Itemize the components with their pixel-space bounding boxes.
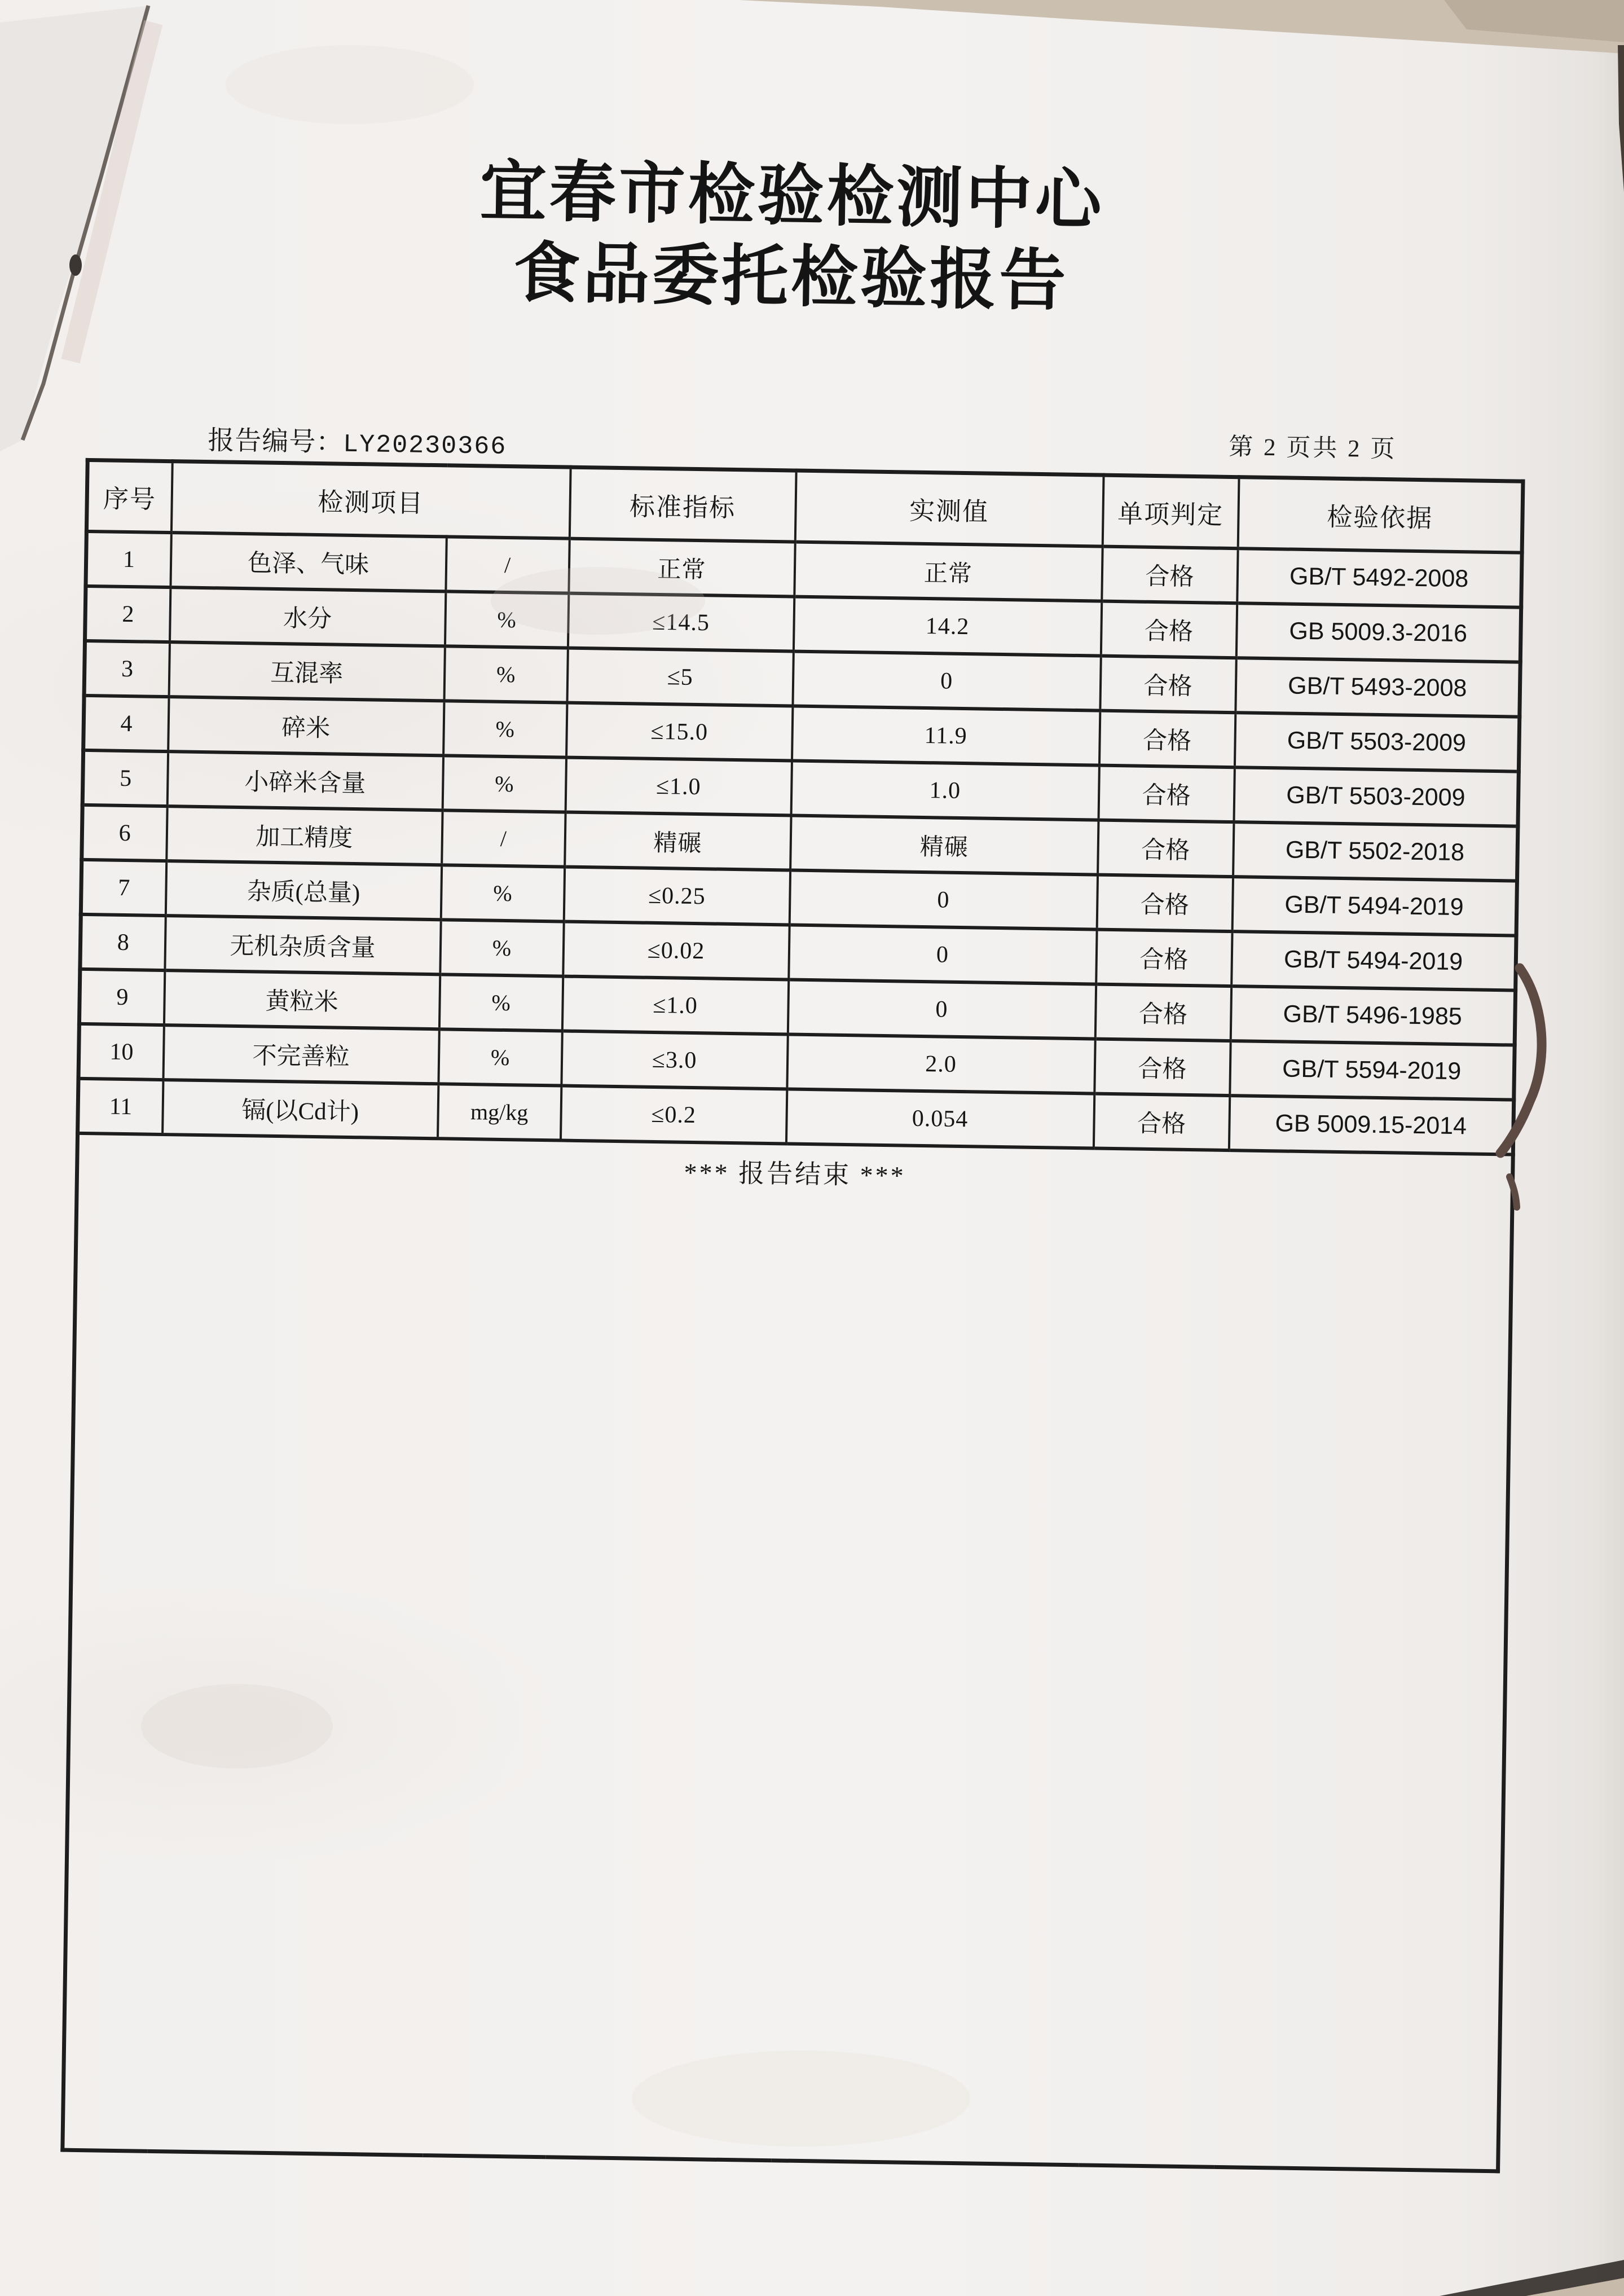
cell-index: 9 [79, 969, 164, 1025]
cell-standard: ≤14.5 [567, 593, 794, 652]
cell-judgment: 合格 [1098, 820, 1234, 877]
header-index: 序号 [86, 460, 172, 533]
cell-measured: 14.2 [793, 597, 1101, 656]
cell-item: 互混率 [169, 642, 444, 701]
cell-item: 碎米 [168, 697, 444, 755]
cell-measured: 2.0 [787, 1034, 1095, 1093]
cell-unit: % [440, 920, 564, 976]
cell-standard: ≤1.0 [565, 758, 791, 816]
header-judgment: 单项判定 [1102, 475, 1239, 548]
cell-judgment: 合格 [1096, 930, 1232, 987]
cell-unit: % [442, 755, 566, 812]
cell-item: 色泽、气味 [170, 533, 446, 591]
cell-measured: 0.054 [786, 1089, 1094, 1148]
cell-basis: GB/T 5494-2019 [1232, 877, 1517, 935]
cell-basis: GB/T 5502-2018 [1233, 822, 1518, 881]
cell-measured: 0 [793, 652, 1101, 711]
cell-judgment: 合格 [1101, 601, 1236, 658]
cell-item: 加工精度 [166, 806, 442, 865]
cell-measured: 0 [789, 870, 1097, 929]
header-item: 检测项目 [171, 461, 570, 539]
cell-standard: ≤15.0 [566, 703, 793, 761]
cell-basis: GB/T 5503-2009 [1234, 712, 1519, 771]
cell-standard: 正常 [569, 539, 795, 597]
end-note-cell [63, 1133, 1513, 2171]
header-standard: 标准指标 [569, 467, 796, 542]
cell-item: 小碎米含量 [167, 751, 443, 810]
cell-item: 无机杂质含量 [165, 916, 441, 974]
cell-judgment: 合格 [1094, 1039, 1230, 1096]
cell-standard: 精碾 [565, 812, 791, 870]
cell-judgment: 合格 [1099, 711, 1235, 768]
cell-standard: ≤0.25 [564, 867, 790, 925]
cell-index: 8 [80, 914, 165, 970]
cell-judgment: 合格 [1093, 1094, 1229, 1151]
cell-measured: 正常 [794, 542, 1102, 601]
cell-judgment: 合格 [1095, 984, 1231, 1041]
end-of-report-note: *** 报告结束 *** [684, 1158, 906, 1190]
cell-unit: % [444, 646, 567, 702]
cell-index: 11 [78, 1079, 163, 1134]
cell-unit: % [443, 701, 567, 757]
cell-judgment: 合格 [1102, 547, 1238, 604]
header-basis: 检验依据 [1238, 477, 1523, 553]
cell-basis: GB/T 5494-2019 [1231, 931, 1516, 990]
cell-item: 镉(以Cd计) [162, 1080, 438, 1138]
cell-index: 5 [82, 750, 168, 806]
cell-unit: % [444, 591, 568, 648]
cell-measured: 0 [789, 925, 1097, 984]
cell-judgment: 合格 [1098, 766, 1234, 822]
results-table [60, 458, 1525, 2174]
report-number-label: 报告编号： [207, 426, 344, 458]
cell-standard: ≤1.0 [562, 977, 788, 1035]
title-line-1: 宜春市检验检测中心 [479, 155, 1105, 238]
cell-basis: GB/T 5493-2008 [1235, 658, 1520, 716]
cell-unit: % [441, 865, 564, 921]
cell-measured: 0 [787, 979, 1095, 1039]
cell-basis: GB 5009.3-2016 [1236, 603, 1521, 662]
cell-unit: % [438, 1029, 562, 1085]
cell-index: 3 [84, 641, 169, 697]
cell-standard: ≤3.0 [561, 1031, 787, 1089]
cell-unit: / [442, 810, 565, 867]
cell-index: 6 [82, 805, 167, 861]
cell-unit: mg/kg [437, 1084, 561, 1140]
cell-index: 10 [78, 1024, 164, 1080]
cell-judgment: 合格 [1100, 656, 1236, 713]
end-note-row [63, 1133, 1513, 2171]
page-indicator: 第 2 页共 2 页 [1228, 433, 1397, 463]
cell-judgment: 合格 [1097, 875, 1233, 932]
report-number-value: LY20230366 [342, 430, 507, 461]
cell-item: 不完善粒 [163, 1025, 439, 1084]
cell-index: 1 [86, 531, 171, 587]
report-number [208, 419, 507, 461]
cell-basis: GB/T 5594-2019 [1230, 1041, 1515, 1099]
cell-standard: ≤0.2 [560, 1086, 786, 1144]
cell-basis: GB/T 5496-1985 [1230, 986, 1515, 1045]
header-measured: 实测值 [795, 470, 1103, 547]
cell-index: 4 [83, 696, 169, 751]
cell-standard: ≤0.02 [563, 922, 789, 980]
cell-unit: % [439, 974, 562, 1031]
cell-standard: ≤5 [567, 648, 793, 706]
cell-measured: 11.9 [792, 706, 1100, 766]
cell-unit: / [446, 536, 569, 593]
cell-index: 7 [81, 860, 166, 916]
cell-item: 水分 [169, 587, 445, 646]
cell-measured: 精碾 [790, 815, 1098, 874]
cell-basis: GB/T 5503-2009 [1234, 767, 1519, 826]
cell-item: 黄粒米 [164, 970, 439, 1029]
report-title [0, 144, 1605, 331]
title-line-2: 食品委托检验报告 [513, 236, 1070, 319]
cell-item: 杂质(总量) [165, 861, 441, 920]
cell-basis: GB 5009.15-2014 [1229, 1096, 1513, 1154]
cell-basis: GB/T 5492-2008 [1237, 548, 1522, 607]
cell-index: 2 [85, 586, 170, 642]
cell-measured: 1.0 [791, 761, 1099, 820]
